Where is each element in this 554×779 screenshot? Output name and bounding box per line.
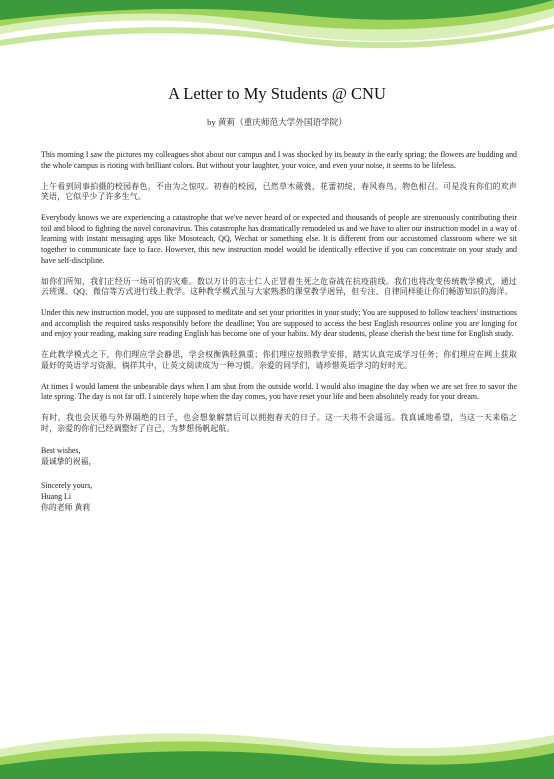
bottom-wave-decoration [0,719,554,779]
wishes-en: Best wishes, [41,446,81,455]
paragraph-zh-4: 有时，我也会厌倦与外界隔绝的日子，也会想象解禁后可以拥抱春天的日子。这一天将不会遥远。我真诚地希望，当这一天来临之时，亲爱的你们已经调整好了自己，为梦想扬帆起航。 [41,413,517,434]
wishes-zh: 最诚挚的祝福， [41,457,97,466]
signature-block [41,480,517,513]
author-name: Huang Li [41,492,72,501]
paragraph-en-3: Under this new instruction model, you are supposed to meditate and set your priorities in your study; You are supposed to follow teachers' instructions and accomplish the required tasks responsibly before the deadline; You are supposed to access the best English resources online you are longing for and enjoy your reading, making sure reading English has become one of your habits. My dear students, please cherish the best time for English study. [41,308,517,339]
paragraph-zh-3: 在此教学模式之下，你们理应学会静思，学会权衡孰轻孰重；你们理应按照教学安排，踏实认真完成学习任务；你们理应在网上获取最好的英语学习资源，徜徉其中，让英文阅读成为一种习惯。亲爱的同学们，请珍惜英语学习的好时光。 [41,350,517,370]
paragraph-zh-1: 上午看到同事拍摄的校园春色，不由为之惊叹。初春的校园，已然草木葳蕤，花蕾初绽，春风春鸟，物色相召。可是没有你们的欢声笑语，它似乎少了许多生气。 [41,181,517,202]
author-byline: by 黄莉（重庆师范大学外国语学院） [207,117,347,127]
paragraph-en-1: This morning I saw the pictures my colleagues shot about our campus and I was shocked by its beauty in the early spring: the flowers are budding and the whole campus is rioting with brilliant colors. But without your laughter, your voice, and even your noise, it seems to be lifeless. [41,150,517,170]
paragraph-zh-2: 如你们所知，我们正经历一场可怕的灾难。数以万计的志士仁人正冒着生死之危奋战在抗疫前线。我们也将改变传统教学模式，通过云班课、QQ、微信等方式进行线上教学。这种教学模式虽与大家熟悉的课堂教学迥异，但专注、自律同样能让你们畅游知识的海洋。 [41,276,517,297]
paragraph-en-4: At times I would lament the unbearable days when I am shut from the outside world. I would also imagine the day when we are set free to savor the late spring. The day is not far off. I sincerely hope when the day comes, you have reset your life and been absolutely ready for your dream. [41,381,517,402]
letter-body [41,150,517,526]
letter-title: A Letter to My Students @ CNU [168,84,386,103]
top-wave-decoration [0,0,554,62]
signoff: Sincerely yours, [41,481,93,490]
signature-zh: 你的老师 黄莉 [41,503,91,512]
wishes-block [41,445,517,467]
paragraph-en-2: Everybody knows we are experiencing a catastrophe that we've never heard of or expected and thousands of people are strenuously contributing their toil and blood to fighting the novel coronavirus. This catastrophe has dramatically remodeled us and we have to alter our instruction model in a way of learning with instant messaging apps like Mosoteach, QQ, Wechat or something else. It is different from our accustomed classroom where we sit together to communicate face to face. However, this new instruction model would be identically effective if you can concentrate on your study and have self-discipline. [41,213,517,265]
